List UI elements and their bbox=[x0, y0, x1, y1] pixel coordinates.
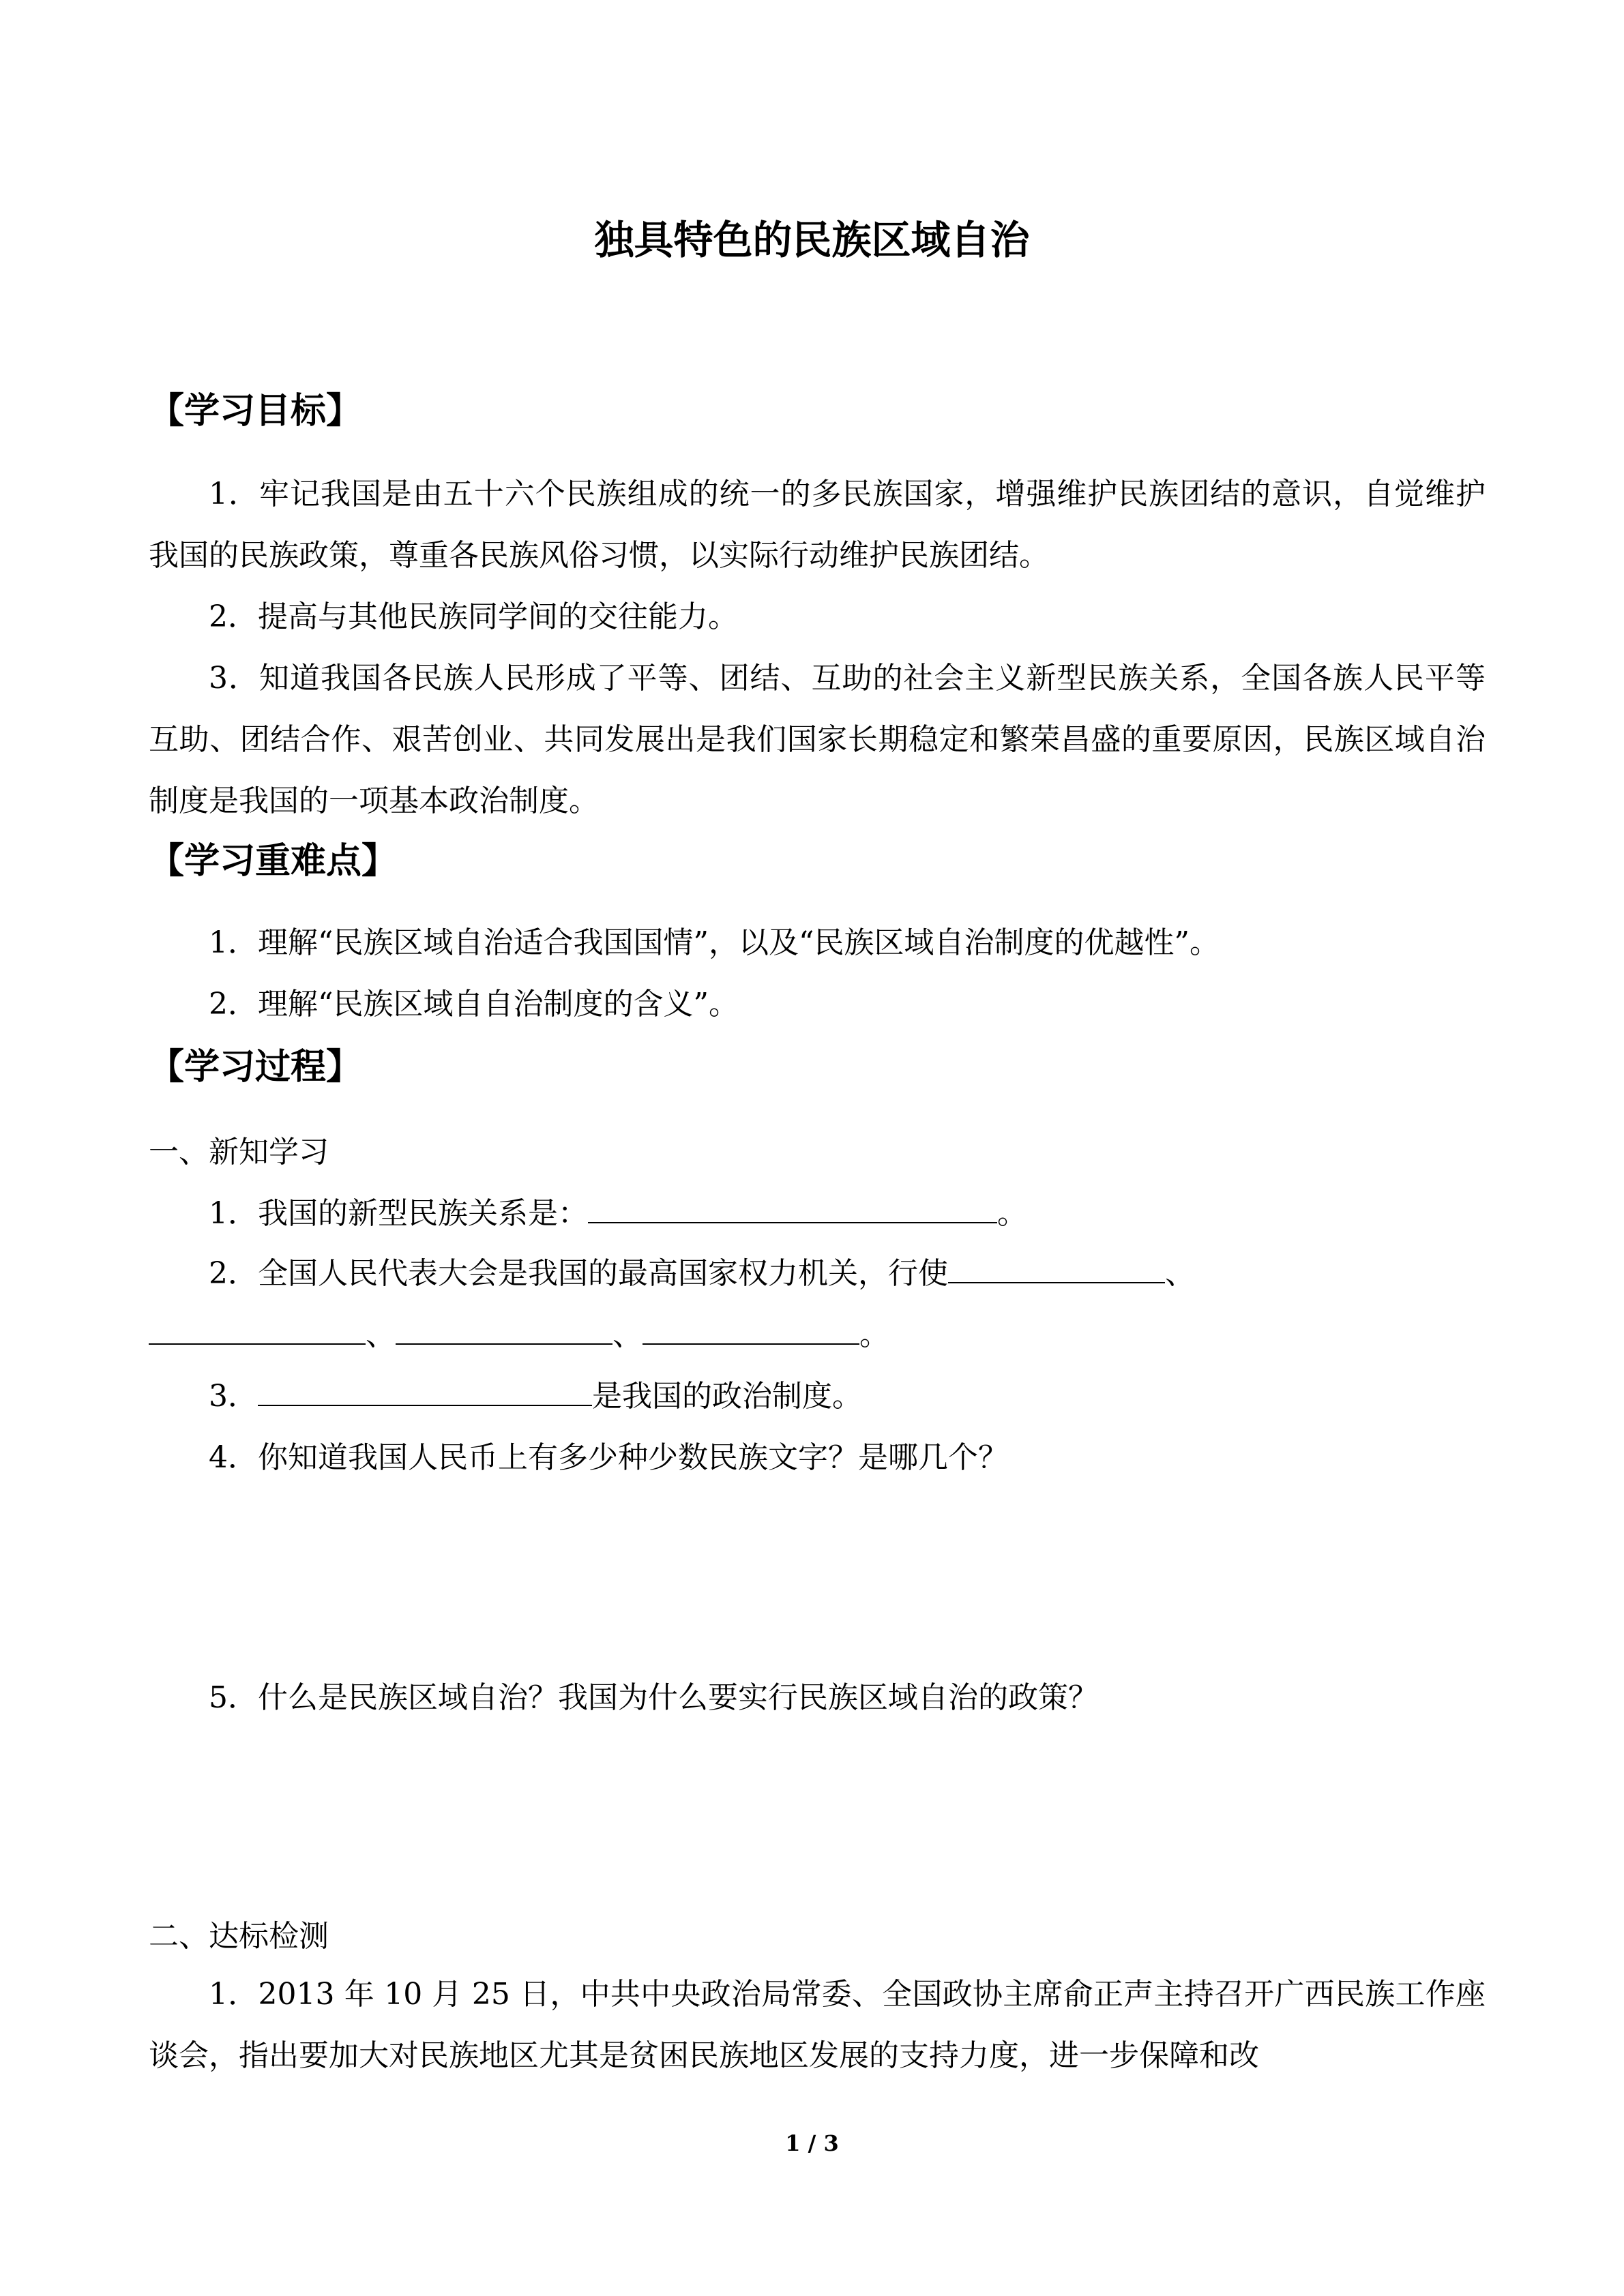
question-1-text: 1．我国的新型民族关系是： bbox=[209, 1196, 588, 1231]
question-2-cont bbox=[149, 1315, 889, 1356]
learning-process-heading: 【学习过程】 bbox=[149, 1047, 362, 1088]
question-3 bbox=[209, 1376, 862, 1417]
question-2-sep-3: 、 bbox=[612, 1317, 643, 1352]
question-1-end: 。 bbox=[997, 1196, 1027, 1231]
learning-goals-heading: 【学习目标】 bbox=[149, 391, 362, 432]
part2-title: 二、达标检测 bbox=[149, 1919, 329, 1954]
question-2-sep-1: 、 bbox=[1165, 1256, 1195, 1291]
answer-blank-2b[interactable] bbox=[149, 1316, 366, 1345]
key-point-2: 2．理解“民族区域自自治制度的含义”。 bbox=[209, 987, 739, 1022]
answer-blank-2a[interactable] bbox=[948, 1255, 1165, 1283]
question-2-sep-2: 、 bbox=[366, 1317, 396, 1352]
goal-item-3: 3．知道我国各民族人民形成了平等、团结、互助的社会主义新型民族关系，全国各族人民平等互助、团结合作、艰苦创业、共同发展出是我们国家长期稳定和繁荣昌盛的重要原因，民族区域自治制度是我国的一项基本政治制度。 bbox=[149, 661, 1486, 818]
question-1 bbox=[209, 1193, 1027, 1234]
question-2-text: 2．全国人民代表大会是我国的最高国家权力机关，行使 bbox=[209, 1256, 948, 1291]
document-title: 独具特色的民族区域自治 bbox=[594, 217, 1030, 263]
answer-blank-2d[interactable] bbox=[643, 1316, 859, 1345]
question-3-prefix: 3． bbox=[209, 1379, 258, 1414]
question-5: 5．什么是民族区域自治？我国为什么要实行民族区域自治的政策？ bbox=[209, 1680, 1098, 1715]
part1-title: 一、新知学习 bbox=[149, 1135, 329, 1169]
question-3-text: 是我国的政治制度。 bbox=[592, 1379, 862, 1414]
answer-blank-2c[interactable] bbox=[396, 1316, 612, 1345]
answer-blank-3[interactable] bbox=[258, 1377, 592, 1406]
key-point-1: 1．理解“民族区域自治适合我国国情”，以及“民族区域自治制度的优越性”。 bbox=[209, 925, 1220, 960]
question-2 bbox=[209, 1253, 1195, 1294]
goal-item-2: 2．提高与其他民族同学间的交往能力。 bbox=[209, 599, 738, 634]
test-question-1: 1．2013 年 10 月 25 日，中共中央政治局常委、全国政协主席俞正声主持召开广西民族工作座谈会，指出要加大对民族地区尤其是贫困民族地区发展的支持力度，进一步保障和改 bbox=[149, 1977, 1486, 2073]
question-2-end: 。 bbox=[859, 1317, 889, 1352]
goal-item-1: 1．牢记我国是由五十六个民族组成的统一的多民族国家，增强维护民族团结的意识，自觉维护我国的民族政策，尊重各民族风俗习惯，以实际行动维护民族团结。 bbox=[149, 477, 1486, 573]
answer-blank-1[interactable] bbox=[588, 1195, 997, 1223]
key-points-heading: 【学习重难点】 bbox=[149, 841, 398, 882]
page-number: 1 / 3 bbox=[785, 2130, 839, 2156]
question-4: 4．你知道我国人民币上有多少种少数民族文字？是哪几个？ bbox=[209, 1440, 1008, 1475]
